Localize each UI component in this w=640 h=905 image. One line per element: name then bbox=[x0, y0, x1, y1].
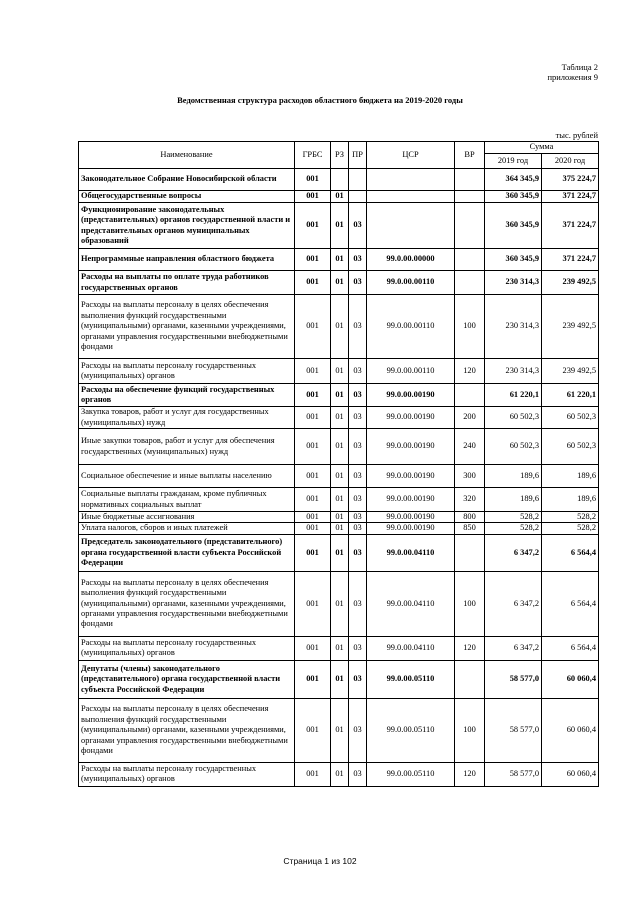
cell-2020: 6 564,4 bbox=[542, 534, 599, 571]
cell-csr: 99.0.00.05110 bbox=[367, 698, 455, 762]
cell-rz: 01 bbox=[331, 523, 349, 534]
cell-grbs: 001 bbox=[295, 534, 331, 571]
cell-2019: 6 347,2 bbox=[485, 636, 542, 660]
cell-2020: 189,6 bbox=[542, 465, 599, 488]
cell-csr: 99.0.00.00190 bbox=[367, 429, 455, 465]
cell-2019: 528,2 bbox=[485, 512, 542, 523]
cell-vr: 100 bbox=[455, 571, 485, 636]
cell-csr: 99.0.00.00190 bbox=[367, 384, 455, 407]
cell-rz: 01 bbox=[331, 407, 349, 429]
cell-csr: 99.0.00.00110 bbox=[367, 295, 455, 359]
cell-vr bbox=[455, 203, 485, 249]
cell-csr: 99.0.00.04110 bbox=[367, 571, 455, 636]
cell-2020: 189,6 bbox=[542, 488, 599, 512]
cell-2019: 6 347,2 bbox=[485, 534, 542, 571]
cell-csr: 99.0.00.00190 bbox=[367, 512, 455, 523]
cell-pr: 03 bbox=[349, 698, 367, 762]
cell-pr: 03 bbox=[349, 429, 367, 465]
cell-grbs: 001 bbox=[295, 512, 331, 523]
cell-2020: 371 224,7 bbox=[542, 203, 599, 249]
cell-grbs: 001 bbox=[295, 384, 331, 407]
cell-name: Иные бюджетные ассигнования bbox=[79, 512, 295, 523]
cell-2019: 60 502,3 bbox=[485, 407, 542, 429]
cell-pr: 03 bbox=[349, 660, 367, 698]
table-row bbox=[79, 407, 599, 429]
table-row bbox=[79, 698, 599, 762]
cell-pr: 03 bbox=[349, 534, 367, 571]
col-name-header: Наименование bbox=[79, 142, 295, 169]
cell-rz: 01 bbox=[331, 534, 349, 571]
col-pr-header: ПР bbox=[349, 142, 367, 169]
cell-grbs: 001 bbox=[295, 295, 331, 359]
cell-pr: 03 bbox=[349, 203, 367, 249]
table-row bbox=[79, 534, 599, 571]
cell-name: Расходы на выплаты персоналу в целях обеспечения выполнения функций государственными (муниципальными) органами, казенными учреждениями, органами управления государственными внебюджетными фондами bbox=[79, 295, 295, 359]
table-row bbox=[79, 512, 599, 523]
table-row bbox=[79, 384, 599, 407]
cell-name: Расходы на выплаты по оплате труда работников государственных органов bbox=[79, 271, 295, 295]
cell-csr: 99.0.00.00000 bbox=[367, 249, 455, 271]
cell-2019: 58 577,0 bbox=[485, 762, 542, 786]
cell-pr: 03 bbox=[349, 249, 367, 271]
page-footer: Страница 1 из 102 bbox=[283, 856, 357, 866]
cell-rz: 01 bbox=[331, 191, 349, 203]
cell-rz: 01 bbox=[331, 636, 349, 660]
cell-grbs: 001 bbox=[295, 203, 331, 249]
cell-grbs: 001 bbox=[295, 407, 331, 429]
cell-2020: 6 564,4 bbox=[542, 571, 599, 636]
cell-2020: 239 492,5 bbox=[542, 295, 599, 359]
cell-grbs: 001 bbox=[295, 636, 331, 660]
cell-2020: 375 224,7 bbox=[542, 169, 599, 191]
cell-2020: 60 502,3 bbox=[542, 407, 599, 429]
document-title: Ведомственная структура расходов областного бюджета на 2019-2020 годы bbox=[177, 95, 463, 105]
cell-vr bbox=[455, 384, 485, 407]
table-row bbox=[79, 359, 599, 384]
cell-grbs: 001 bbox=[295, 271, 331, 295]
table-row bbox=[79, 660, 599, 698]
cell-vr: 320 bbox=[455, 488, 485, 512]
cell-grbs: 001 bbox=[295, 698, 331, 762]
cell-csr: 99.0.00.05110 bbox=[367, 660, 455, 698]
table-row bbox=[79, 203, 599, 249]
cell-csr: 99.0.00.00110 bbox=[367, 359, 455, 384]
cell-rz: 01 bbox=[331, 203, 349, 249]
cell-name: Социальные выплаты гражданам, кроме публичных нормативных социальных выплат bbox=[79, 488, 295, 512]
table-row bbox=[79, 465, 599, 488]
cell-2020: 371 224,7 bbox=[542, 249, 599, 271]
cell-rz: 01 bbox=[331, 359, 349, 384]
expenditure-table bbox=[78, 141, 599, 787]
cell-name: Расходы на выплаты персоналу в целях обеспечения выполнения функций государственными (муниципальными) органами, казенными учреждениями, органами управления государственными внебюджетными фондами bbox=[79, 571, 295, 636]
table-row bbox=[79, 762, 599, 786]
cell-name: Иные закупки товаров, работ и услуг для обеспечения государственных (муниципальных) нужд bbox=[79, 429, 295, 465]
cell-pr: 03 bbox=[349, 636, 367, 660]
cell-rz: 01 bbox=[331, 660, 349, 698]
cell-vr: 300 bbox=[455, 465, 485, 488]
cell-2019: 58 577,0 bbox=[485, 660, 542, 698]
cell-grbs: 001 bbox=[295, 429, 331, 465]
cell-vr: 120 bbox=[455, 359, 485, 384]
cell-2019: 360 345,9 bbox=[485, 191, 542, 203]
cell-grbs: 001 bbox=[295, 191, 331, 203]
cell-pr: 03 bbox=[349, 384, 367, 407]
cell-rz: 01 bbox=[331, 249, 349, 271]
table-row bbox=[79, 636, 599, 660]
cell-rz: 01 bbox=[331, 384, 349, 407]
cell-csr: 99.0.00.00190 bbox=[367, 488, 455, 512]
cell-rz: 01 bbox=[331, 512, 349, 523]
cell-2020: 371 224,7 bbox=[542, 191, 599, 203]
cell-csr bbox=[367, 203, 455, 249]
cell-2019: 6 347,2 bbox=[485, 571, 542, 636]
cell-rz bbox=[331, 169, 349, 191]
cell-pr bbox=[349, 191, 367, 203]
cell-name: Расходы на выплаты персоналу государственных (муниципальных) органов bbox=[79, 762, 295, 786]
col-sum-header: Сумма bbox=[485, 142, 599, 154]
cell-rz: 01 bbox=[331, 762, 349, 786]
cell-2019: 230 314,3 bbox=[485, 359, 542, 384]
table-row bbox=[79, 271, 599, 295]
cell-vr bbox=[455, 271, 485, 295]
cell-2019: 360 345,9 bbox=[485, 249, 542, 271]
cell-2020: 60 060,4 bbox=[542, 660, 599, 698]
cell-pr: 03 bbox=[349, 359, 367, 384]
cell-name: Председатель законодательного (представительного) органа государственной власти субъекта Российской Федерации bbox=[79, 534, 295, 571]
cell-vr: 100 bbox=[455, 698, 485, 762]
cell-vr bbox=[455, 169, 485, 191]
cell-name: Непрограммные направления областного бюджета bbox=[79, 249, 295, 271]
units-label: тыс. рублей bbox=[555, 130, 598, 140]
cell-rz: 01 bbox=[331, 465, 349, 488]
cell-csr: 99.0.00.00190 bbox=[367, 407, 455, 429]
cell-pr: 03 bbox=[349, 512, 367, 523]
table-row bbox=[79, 295, 599, 359]
cell-grbs: 001 bbox=[295, 762, 331, 786]
cell-2020: 60 502,3 bbox=[542, 429, 599, 465]
cell-grbs: 001 bbox=[295, 249, 331, 271]
table-row bbox=[79, 523, 599, 534]
cell-2019: 230 314,3 bbox=[485, 271, 542, 295]
cell-grbs: 001 bbox=[295, 169, 331, 191]
cell-grbs: 001 bbox=[295, 359, 331, 384]
cell-csr: 99.0.00.00190 bbox=[367, 523, 455, 534]
cell-csr: 99.0.00.04110 bbox=[367, 534, 455, 571]
cell-2019: 360 345,9 bbox=[485, 203, 542, 249]
cell-2020: 239 492,5 bbox=[542, 359, 599, 384]
cell-grbs: 001 bbox=[295, 488, 331, 512]
cell-2020: 528,2 bbox=[542, 512, 599, 523]
appendix-label: приложения 9 bbox=[547, 72, 598, 82]
cell-2019: 58 577,0 bbox=[485, 698, 542, 762]
table-row bbox=[79, 571, 599, 636]
cell-rz: 01 bbox=[331, 295, 349, 359]
cell-grbs: 001 bbox=[295, 523, 331, 534]
cell-name: Закупка товаров, работ и услуг для государственных (муниципальных) нужд bbox=[79, 407, 295, 429]
cell-vr bbox=[455, 191, 485, 203]
cell-rz: 01 bbox=[331, 271, 349, 295]
cell-pr bbox=[349, 169, 367, 191]
cell-name: Депутаты (члены) законодательного (представительного) органа государственной власти субъекта Российской Федерации bbox=[79, 660, 295, 698]
cell-2019: 364 345,9 bbox=[485, 169, 542, 191]
cell-vr: 240 bbox=[455, 429, 485, 465]
cell-pr: 03 bbox=[349, 762, 367, 786]
cell-pr: 03 bbox=[349, 523, 367, 534]
cell-name: Уплата налогов, сборов и иных платежей bbox=[79, 523, 295, 534]
cell-name: Функционирование законодательных (представительных) органов государственной власти и представительных органов муниципальных образований bbox=[79, 203, 295, 249]
cell-grbs: 001 bbox=[295, 465, 331, 488]
cell-pr: 03 bbox=[349, 571, 367, 636]
cell-csr bbox=[367, 169, 455, 191]
cell-grbs: 001 bbox=[295, 571, 331, 636]
cell-csr: 99.0.00.00110 bbox=[367, 271, 455, 295]
cell-csr bbox=[367, 191, 455, 203]
cell-name: Законодательное Собрание Новосибирской области bbox=[79, 169, 295, 191]
col-csr-header: ЦСР bbox=[367, 142, 455, 169]
table-row bbox=[79, 488, 599, 512]
cell-2019: 60 502,3 bbox=[485, 429, 542, 465]
cell-2020: 61 220,1 bbox=[542, 384, 599, 407]
cell-name: Общегосударственные вопросы bbox=[79, 191, 295, 203]
cell-vr: 120 bbox=[455, 636, 485, 660]
cell-rz: 01 bbox=[331, 571, 349, 636]
cell-vr bbox=[455, 660, 485, 698]
col-2020-header: 2020 год bbox=[542, 154, 599, 169]
header-row bbox=[79, 142, 599, 154]
cell-grbs: 001 bbox=[295, 660, 331, 698]
cell-vr: 120 bbox=[455, 762, 485, 786]
cell-vr: 200 bbox=[455, 407, 485, 429]
cell-rz: 01 bbox=[331, 488, 349, 512]
cell-2020: 60 060,4 bbox=[542, 762, 599, 786]
cell-name: Расходы на выплаты персоналу в целях обеспечения выполнения функций государственными (муниципальными) органами, казенными учреждениями, органами управления государственными внебюджетными фондами bbox=[79, 698, 295, 762]
cell-rz: 01 bbox=[331, 698, 349, 762]
table-row bbox=[79, 191, 599, 203]
cell-2020: 239 492,5 bbox=[542, 271, 599, 295]
cell-2019: 61 220,1 bbox=[485, 384, 542, 407]
cell-2020: 6 564,4 bbox=[542, 636, 599, 660]
cell-2020: 60 060,4 bbox=[542, 698, 599, 762]
cell-pr: 03 bbox=[349, 488, 367, 512]
cell-pr: 03 bbox=[349, 295, 367, 359]
cell-name: Расходы на выплаты персоналу государственных (муниципальных) органов bbox=[79, 359, 295, 384]
cell-vr: 800 bbox=[455, 512, 485, 523]
cell-2019: 189,6 bbox=[485, 488, 542, 512]
cell-csr: 99.0.00.00190 bbox=[367, 465, 455, 488]
cell-rz: 01 bbox=[331, 429, 349, 465]
cell-name: Расходы на обеспечение функций государственных органов bbox=[79, 384, 295, 407]
table-row bbox=[79, 429, 599, 465]
col-2019-header: 2019 год bbox=[485, 154, 542, 169]
table-row bbox=[79, 169, 599, 191]
cell-pr: 03 bbox=[349, 465, 367, 488]
cell-2020: 528,2 bbox=[542, 523, 599, 534]
cell-name: Социальное обеспечение и иные выплаты населению bbox=[79, 465, 295, 488]
cell-pr: 03 bbox=[349, 407, 367, 429]
table-label: Таблица 2 bbox=[561, 62, 598, 72]
col-vr-header: ВР bbox=[455, 142, 485, 169]
cell-vr bbox=[455, 249, 485, 271]
table-row bbox=[79, 249, 599, 271]
cell-name: Расходы на выплаты персоналу государственных (муниципальных) органов bbox=[79, 636, 295, 660]
cell-vr bbox=[455, 534, 485, 571]
cell-2019: 528,2 bbox=[485, 523, 542, 534]
cell-csr: 99.0.00.04110 bbox=[367, 636, 455, 660]
cell-pr: 03 bbox=[349, 271, 367, 295]
cell-csr: 99.0.00.05110 bbox=[367, 762, 455, 786]
cell-2019: 230 314,3 bbox=[485, 295, 542, 359]
cell-vr: 100 bbox=[455, 295, 485, 359]
cell-2019: 189,6 bbox=[485, 465, 542, 488]
col-grbs-header: ГРБС bbox=[295, 142, 331, 169]
col-rz-header: РЗ bbox=[331, 142, 349, 169]
cell-vr: 850 bbox=[455, 523, 485, 534]
